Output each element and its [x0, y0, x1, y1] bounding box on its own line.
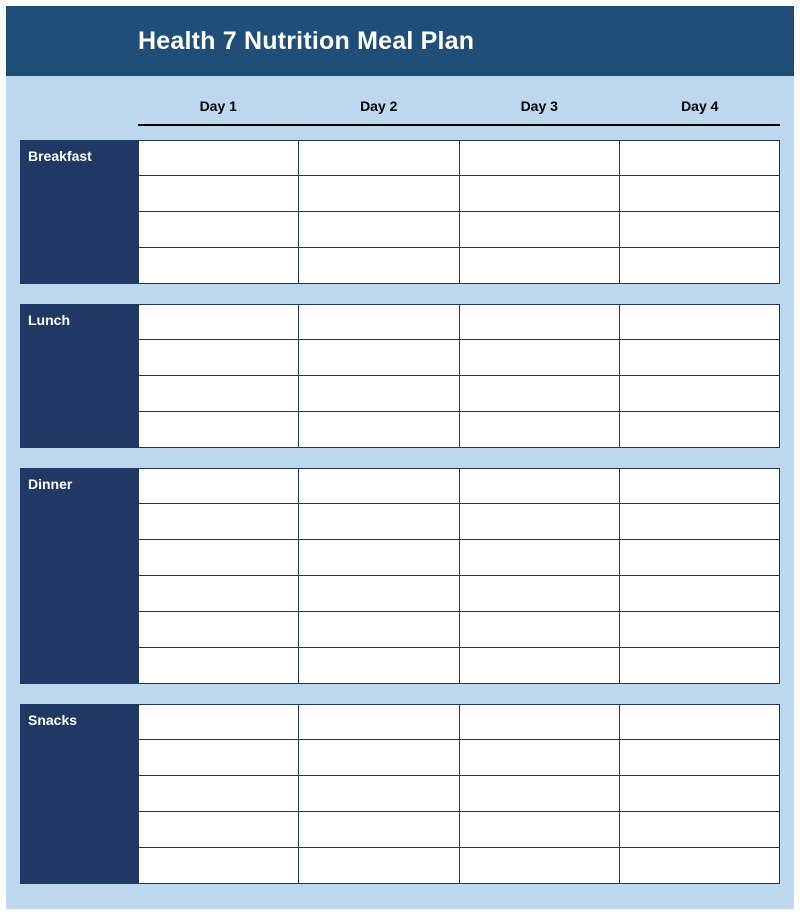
cell-lunch-d2-r4[interactable]: [299, 412, 459, 448]
cell-breakfast-d2-r1[interactable]: [299, 140, 459, 176]
cell-snacks-d3-r4[interactable]: [460, 812, 620, 848]
table-row: [138, 740, 780, 776]
cell-dinner-d2-r2[interactable]: [299, 504, 459, 540]
cell-dinner-d2-r4[interactable]: [299, 576, 459, 612]
cell-snacks-d1-r4[interactable]: [138, 812, 299, 848]
cell-snacks-d1-r2[interactable]: [138, 740, 299, 776]
day-header-row: [20, 88, 780, 126]
cell-snacks-d2-r2[interactable]: [299, 740, 459, 776]
table-row: [138, 776, 780, 812]
section-dinner: [20, 468, 780, 684]
cell-snacks-d3-r1[interactable]: [460, 704, 620, 740]
section-label-snacks: Snacks: [20, 704, 138, 884]
cell-dinner-d4-r6[interactable]: [620, 648, 780, 684]
cell-dinner-d1-r2[interactable]: [138, 504, 299, 540]
cell-breakfast-d1-r2[interactable]: [138, 176, 299, 212]
cell-dinner-d3-r3[interactable]: [460, 540, 620, 576]
section-lunch: [20, 304, 780, 448]
section-rows-snacks: [138, 704, 780, 884]
cell-snacks-d4-r1[interactable]: [620, 704, 780, 740]
cell-snacks-d4-r2[interactable]: [620, 740, 780, 776]
table-row: [138, 468, 780, 504]
cell-lunch-d4-r3[interactable]: [620, 376, 780, 412]
cell-lunch-d3-r2[interactable]: [460, 340, 620, 376]
table-row: [138, 704, 780, 740]
table-row: [138, 412, 780, 448]
day-header-spacer: [20, 88, 138, 126]
cell-dinner-d3-r5[interactable]: [460, 612, 620, 648]
cell-lunch-d2-r3[interactable]: [299, 376, 459, 412]
cell-breakfast-d2-r4[interactable]: [299, 248, 459, 284]
table-row: [138, 212, 780, 248]
cell-lunch-d4-r2[interactable]: [620, 340, 780, 376]
table-row: [138, 248, 780, 284]
cell-snacks-d2-r5[interactable]: [299, 848, 459, 884]
cell-dinner-d1-r6[interactable]: [138, 648, 299, 684]
page-header: [6, 6, 794, 76]
cell-dinner-d4-r2[interactable]: [620, 504, 780, 540]
cell-dinner-d1-r5[interactable]: [138, 612, 299, 648]
section-rows-breakfast: [138, 140, 780, 284]
day-header-2: Day 2: [299, 88, 460, 126]
cell-snacks-d3-r3[interactable]: [460, 776, 620, 812]
cell-breakfast-d1-r4[interactable]: [138, 248, 299, 284]
cell-snacks-d3-r5[interactable]: [460, 848, 620, 884]
cell-lunch-d1-r2[interactable]: [138, 340, 299, 376]
section-label-lunch: Lunch: [20, 304, 138, 448]
cell-breakfast-d2-r3[interactable]: [299, 212, 459, 248]
section-label-breakfast: Breakfast: [20, 140, 138, 284]
cell-dinner-d1-r4[interactable]: [138, 576, 299, 612]
cell-lunch-d2-r2[interactable]: [299, 340, 459, 376]
cell-dinner-d1-r3[interactable]: [138, 540, 299, 576]
cell-breakfast-d1-r1[interactable]: [138, 140, 299, 176]
cell-snacks-d4-r3[interactable]: [620, 776, 780, 812]
table-row: [138, 176, 780, 212]
cell-dinner-d4-r1[interactable]: [620, 468, 780, 504]
cell-snacks-d1-r5[interactable]: [138, 848, 299, 884]
cell-snacks-d3-r2[interactable]: [460, 740, 620, 776]
cell-lunch-d3-r1[interactable]: [460, 304, 620, 340]
cell-lunch-d4-r4[interactable]: [620, 412, 780, 448]
cell-breakfast-d4-r1[interactable]: [620, 140, 780, 176]
cell-dinner-d2-r6[interactable]: [299, 648, 459, 684]
section-rows-dinner: [138, 468, 780, 684]
cell-snacks-d4-r4[interactable]: [620, 812, 780, 848]
cell-lunch-d3-r4[interactable]: [460, 412, 620, 448]
cell-breakfast-d3-r2[interactable]: [460, 176, 620, 212]
table-row: [138, 648, 780, 684]
section-label-dinner: Dinner: [20, 468, 138, 684]
cell-snacks-d2-r1[interactable]: [299, 704, 459, 740]
cell-snacks-d2-r3[interactable]: [299, 776, 459, 812]
cell-snacks-d2-r4[interactable]: [299, 812, 459, 848]
cell-dinner-d4-r5[interactable]: [620, 612, 780, 648]
meal-plan-grid: [20, 88, 780, 900]
table-row: [138, 848, 780, 884]
cell-snacks-d4-r5[interactable]: [620, 848, 780, 884]
cell-dinner-d2-r3[interactable]: [299, 540, 459, 576]
day-header-3: Day 3: [459, 88, 620, 126]
cell-breakfast-d3-r3[interactable]: [460, 212, 620, 248]
section-snacks: [20, 704, 780, 884]
table-row: [138, 340, 780, 376]
cell-lunch-d4-r1[interactable]: [620, 304, 780, 340]
cell-dinner-d4-r4[interactable]: [620, 576, 780, 612]
cell-breakfast-d4-r2[interactable]: [620, 176, 780, 212]
cell-lunch-d1-r3[interactable]: [138, 376, 299, 412]
section-rows-lunch: [138, 304, 780, 448]
cell-dinner-d2-r1[interactable]: [299, 468, 459, 504]
cell-breakfast-d4-r4[interactable]: [620, 248, 780, 284]
table-row: [138, 540, 780, 576]
table-row: [138, 576, 780, 612]
cell-lunch-d3-r3[interactable]: [460, 376, 620, 412]
cell-breakfast-d4-r3[interactable]: [620, 212, 780, 248]
cell-lunch-d1-r4[interactable]: [138, 412, 299, 448]
cell-lunch-d2-r1[interactable]: [299, 304, 459, 340]
section-breakfast: [20, 140, 780, 284]
cell-breakfast-d3-r1[interactable]: [460, 140, 620, 176]
table-row: [138, 812, 780, 848]
cell-dinner-d3-r2[interactable]: [460, 504, 620, 540]
page-title: Health 7 Nutrition Meal Plan: [138, 26, 475, 55]
table-row: [138, 304, 780, 340]
day-header-1: Day 1: [138, 88, 299, 126]
table-row: [138, 504, 780, 540]
cell-breakfast-d1-r3[interactable]: [138, 212, 299, 248]
cell-dinner-d4-r3[interactable]: [620, 540, 780, 576]
table-row: [138, 612, 780, 648]
cell-snacks-d1-r3[interactable]: [138, 776, 299, 812]
day-header-4: Day 4: [620, 88, 781, 126]
cell-dinner-d1-r1[interactable]: [138, 468, 299, 504]
cell-snacks-d1-r1[interactable]: [138, 704, 299, 740]
cell-dinner-d3-r1[interactable]: [460, 468, 620, 504]
table-row: [138, 140, 780, 176]
cell-dinner-d3-r4[interactable]: [460, 576, 620, 612]
meal-plan-sheet: [6, 6, 794, 909]
cell-breakfast-d2-r2[interactable]: [299, 176, 459, 212]
cell-lunch-d1-r1[interactable]: [138, 304, 299, 340]
cell-dinner-d3-r6[interactable]: [460, 648, 620, 684]
table-row: [138, 376, 780, 412]
cell-dinner-d2-r5[interactable]: [299, 612, 459, 648]
cell-breakfast-d3-r4[interactable]: [460, 248, 620, 284]
